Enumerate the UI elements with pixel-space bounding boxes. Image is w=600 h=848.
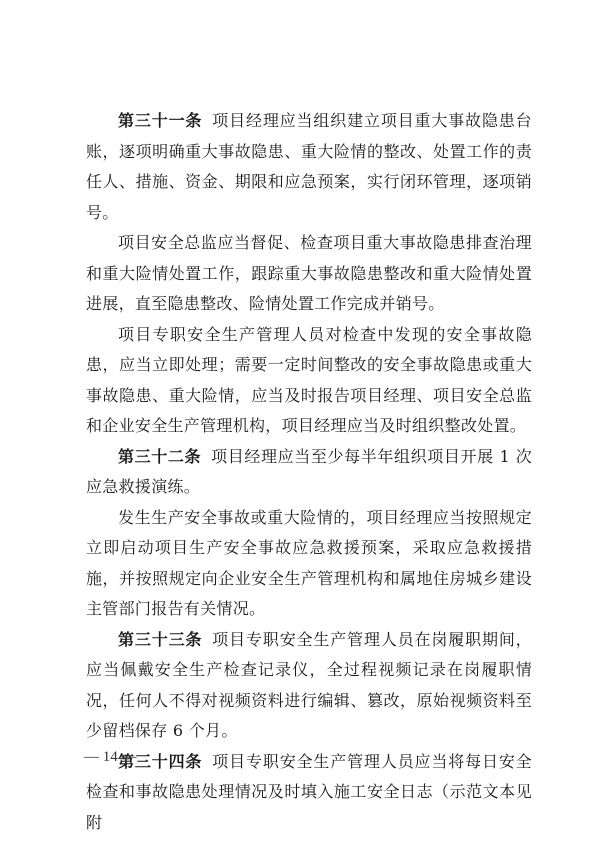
paragraph-text: 项目安全总监应当督促、检查项目重大事故隐患排查治理和重大险情处置工作，跟踪重大事故隐患整改和重大险情处置进展，直至隐患整改、险情处置工作完成并销号。 — [86, 233, 532, 313]
page-number: — 14 — — [84, 749, 137, 765]
paragraph-5 — [86, 503, 532, 625]
document-body — [86, 106, 532, 838]
paragraph-3 — [86, 320, 532, 442]
paragraph-text: 项目经理应当组织建立项目重大事故隐患台账，逐项明确重大事故隐患、重大险情的整改、处置工作的责任人、措施、资金、期限和应急预案，实行闭环管理，逐项销号。 — [86, 111, 532, 222]
paragraph-4 — [86, 442, 532, 503]
paragraph-1 — [86, 106, 532, 228]
paragraph-text: 项目专职安全生产管理人员对检查中发现的安全事故隐患，应当立即处理；需要一定时间整改的安全事故隐患或重大事故隐患、重大险情，应当及时报告项目经理、项目安全总监和企业安全生产管理机构，项目经理应当及时组织整改处置。 — [86, 324, 532, 435]
paragraph-2 — [86, 228, 532, 320]
article-number: 第三十二条 — [118, 446, 202, 466]
article-number: 第三十三条 — [118, 629, 203, 649]
paragraph-text: 项目专职安全生产管理人员在岗履职期间，应当佩戴安全生产检查记录仪，全过程视频记录在岗履职情况，任何人不得对视频资料进行编辑、篡改，原始视频资料至少留档保存 6 个月。 — [86, 629, 532, 740]
article-number: 第三十四条 — [118, 751, 203, 771]
paragraph-text: 发生生产安全事故或重大险情的，项目经理应当按照规定立即启动项目生产安全事故应急救援预案，采取应急救援措施，并按照规定向企业安全生产管理机构和属地住房城乡建设主管部门报告有关情况。 — [86, 507, 532, 618]
paragraph-text: 项目经理应当至少每半年组织项目开展 1 次应急救援演练。 — [86, 446, 532, 496]
paragraph-6 — [86, 625, 532, 747]
article-number: 第三十一条 — [118, 111, 203, 130]
paragraph-text: 项目专职安全生产管理人员应当将每日安全检查和事故隐患处理情况及时填入施工安全日志（示范文本见附 — [86, 751, 532, 832]
paragraph-7 — [86, 747, 532, 839]
